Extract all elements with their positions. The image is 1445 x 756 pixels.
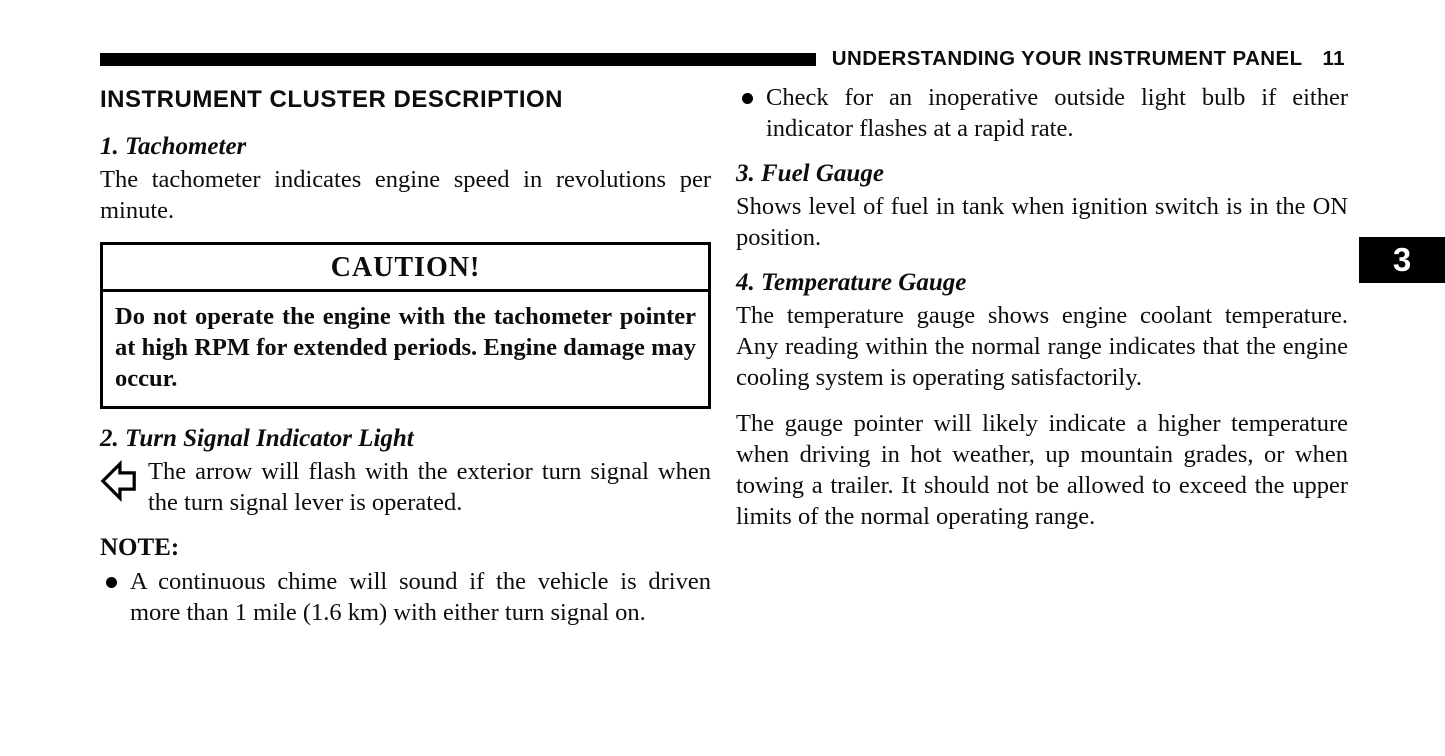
item2-heading: 2. Turn Signal Indicator Light bbox=[100, 425, 414, 452]
bullet-item bbox=[736, 82, 1348, 144]
page-header bbox=[100, 46, 1345, 72]
page-header-title: UNDERSTANDING YOUR INSTRUMENT PANEL bbox=[831, 47, 1303, 70]
item4-heading: 4. Temperature Gauge bbox=[736, 269, 967, 296]
section-title: INSTRUMENT CLUSTER DESCRIPTION bbox=[100, 86, 564, 113]
note-bullet-text: A continuous chime will sound if the vehicle is driven more than 1 mile (1.6 km) with either turn signal on. bbox=[130, 568, 711, 626]
bullet-icon bbox=[106, 577, 117, 588]
left-column bbox=[100, 82, 711, 628]
item3-heading: 3. Fuel Gauge bbox=[736, 160, 884, 187]
page-body bbox=[100, 82, 1348, 628]
right-column bbox=[736, 82, 1348, 628]
item1-heading: 1. Tachometer bbox=[100, 133, 247, 160]
turn-signal-arrow-icon bbox=[100, 456, 148, 518]
bullet-icon bbox=[742, 93, 753, 104]
chapter-tab: 3 bbox=[1359, 237, 1445, 283]
caution-title: CAUTION! bbox=[103, 245, 708, 292]
item2-paragraph bbox=[100, 456, 711, 518]
item4-body2: The gauge pointer will likely indicate a higher temperature when driving in hot weather, up mountain grades, or when towing a trailer. It should not be allowed to exceed the upper limits of the normal operating range. bbox=[736, 410, 1348, 530]
header-rule bbox=[100, 53, 816, 66]
bullet-text: Check for an inoperative outside light bulb if either indicator flashes at a rapid rate. bbox=[766, 84, 1348, 142]
page-number: 11 bbox=[1322, 47, 1345, 70]
note-bullet-item bbox=[100, 566, 711, 628]
item1-body: The tachometer indicates engine speed in revolutions per minute. bbox=[100, 166, 711, 224]
item2-body: The arrow will flash with the exterior turn signal when the turn signal lever is operated. bbox=[148, 458, 711, 516]
caution-box bbox=[100, 242, 711, 409]
item4-body1: The temperature gauge shows engine coolant temperature. Any reading within the normal range indicates that the engine cooling system is operating satisfactorily. bbox=[736, 302, 1348, 391]
caution-body: Do not operate the engine with the tachometer pointer at high RPM for extended periods. Engine damage may occur. bbox=[115, 303, 696, 392]
item3-body: Shows level of fuel in tank when ignition switch is in the ON position. bbox=[736, 193, 1348, 251]
note-label: NOTE: bbox=[100, 534, 180, 561]
